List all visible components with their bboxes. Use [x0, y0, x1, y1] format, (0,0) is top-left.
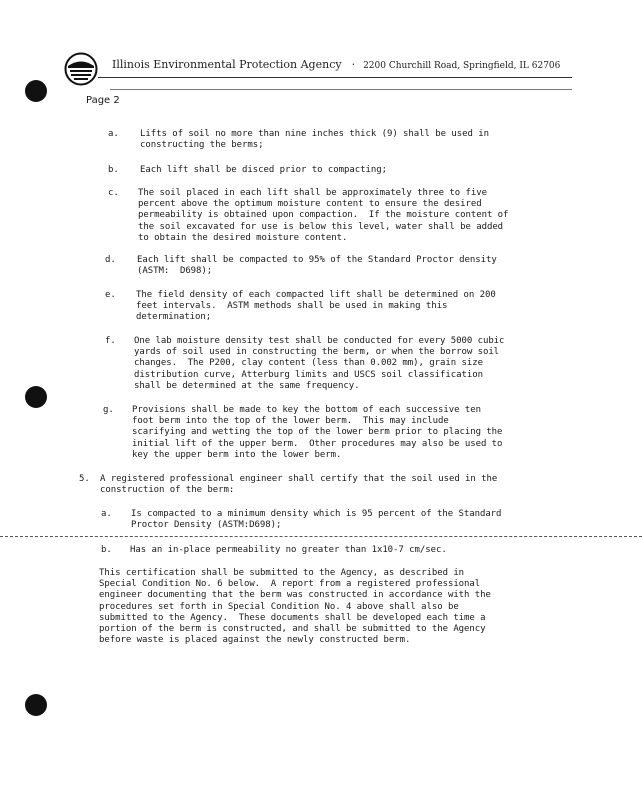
scan-fold-line	[0, 536, 642, 537]
item-line: One lab moisture density test shall be conducted for every 5000 cubic	[134, 336, 505, 346]
letterhead	[112, 58, 560, 71]
list-item	[137, 255, 497, 277]
item-line: yards of soil used in constructing the berm, or when the borrow soil	[134, 347, 500, 358]
list-item	[136, 290, 496, 324]
paragraph-line: Special Condition No. 6 below. A report from a registered professional	[99, 579, 481, 590]
item-line: Has an in-place permeability no greater than 1x10-7 cm/sec.	[130, 545, 447, 555]
letterhead-separator: ·	[351, 58, 356, 71]
item-line: Lifts of soil no more than nine inches thick (9) shall be used in	[140, 129, 489, 139]
binder-hole-middle	[25, 386, 47, 408]
iepa-seal-icon	[64, 52, 98, 86]
item-marker: b.	[101, 545, 112, 555]
item-line: The soil placed in each lift shall be approximately three to five	[138, 188, 487, 198]
section-line: A registered professional engineer shall certify that the soil used in the	[100, 474, 498, 484]
item-line: The field density of each compacted lift shall be determined on 200	[136, 290, 496, 300]
paragraph-line: engineer documenting that the berm was constructed in accordance with the	[99, 590, 491, 601]
item-line: Provisions shall be made to key the bottom of each successive ten	[132, 405, 481, 415]
item-marker: d.	[105, 255, 116, 265]
item-line: shall be determined at the same frequency.	[134, 380, 360, 391]
item-line: the soil excavated for use is below this level, water shall be added	[138, 221, 504, 232]
item-marker: e.	[105, 290, 116, 300]
item-marker: a.	[101, 509, 112, 519]
item-line: initial lift of the upper berm. Other procedures may also be used to	[132, 438, 503, 449]
binder-hole-top	[25, 80, 47, 102]
list-item	[138, 188, 508, 244]
letterhead-rule	[98, 77, 572, 78]
item-line: changes. The P200, clay content (less than 0.002 mm), grain size	[134, 358, 483, 369]
item-line: constructing the berms;	[140, 140, 264, 151]
item-marker: b.	[108, 165, 119, 175]
list-item	[134, 336, 504, 392]
section-marker: 5.	[79, 474, 90, 484]
item-line: Is compacted to a minimum density which is 95 percent of the Standard	[131, 509, 502, 519]
section-line: construction of the berm:	[100, 485, 235, 496]
item-line: Each lift shall be disced prior to compacting;	[140, 165, 387, 175]
item-line: scarifying and wetting the top of the lower berm prior to placing the	[132, 427, 503, 438]
paragraph-line: submitted to the Agency. These documents shall be developed each time a	[99, 612, 486, 623]
page-number: Page 2	[86, 95, 120, 106]
list-item	[130, 545, 447, 556]
letterhead-rule-secondary	[110, 89, 572, 90]
item-line: to obtain the desired moisture content.	[138, 232, 348, 243]
section-intro	[100, 474, 497, 496]
paragraph-line: before waste is placed against the newly constructed berm.	[99, 635, 411, 646]
item-line: Each lift shall be compacted to 95% of the Standard Proctor density	[137, 255, 497, 265]
agency-address: 2200 Churchill Road, Springfield, IL 62706	[363, 61, 561, 71]
item-line: Proctor Density (ASTM:D698);	[131, 520, 282, 531]
certification-paragraph	[99, 568, 491, 646]
list-item	[140, 129, 489, 151]
item-marker: f.	[105, 336, 116, 346]
paragraph-line: This certification shall be submitted to the Agency, as described in	[99, 568, 465, 578]
paragraph-line: procedures set forth in Special Condition No. 4 above shall also be	[99, 601, 459, 612]
item-line: (ASTM: D698);	[137, 266, 213, 277]
item-line: foot berm into the top of the lower berm. This may include	[132, 416, 449, 427]
item-line: distribution curve, Atterburg limits and USCS soil classification	[134, 369, 483, 380]
list-item	[132, 405, 502, 461]
agency-name: Illinois Environmental Protection Agency	[112, 58, 342, 71]
paragraph-line: portion of the berm is constructed, and shall be submitted to the Agency	[99, 624, 486, 635]
list-item	[140, 165, 387, 176]
list-item	[131, 509, 501, 531]
binder-hole-bottom	[25, 694, 47, 716]
item-line: key the upper berm into the lower berm.	[132, 449, 342, 460]
item-line: feet intervals. ASTM methods shall be used in making this	[136, 301, 448, 312]
item-line: permeability is obtained upon compaction. If the moisture content of	[138, 210, 509, 221]
item-line: percent above the optimum moisture content to ensure the desired	[138, 199, 482, 210]
item-marker: c.	[108, 188, 119, 198]
item-line: determination;	[136, 312, 212, 323]
item-marker: a.	[108, 129, 119, 139]
item-marker: g.	[103, 405, 114, 415]
